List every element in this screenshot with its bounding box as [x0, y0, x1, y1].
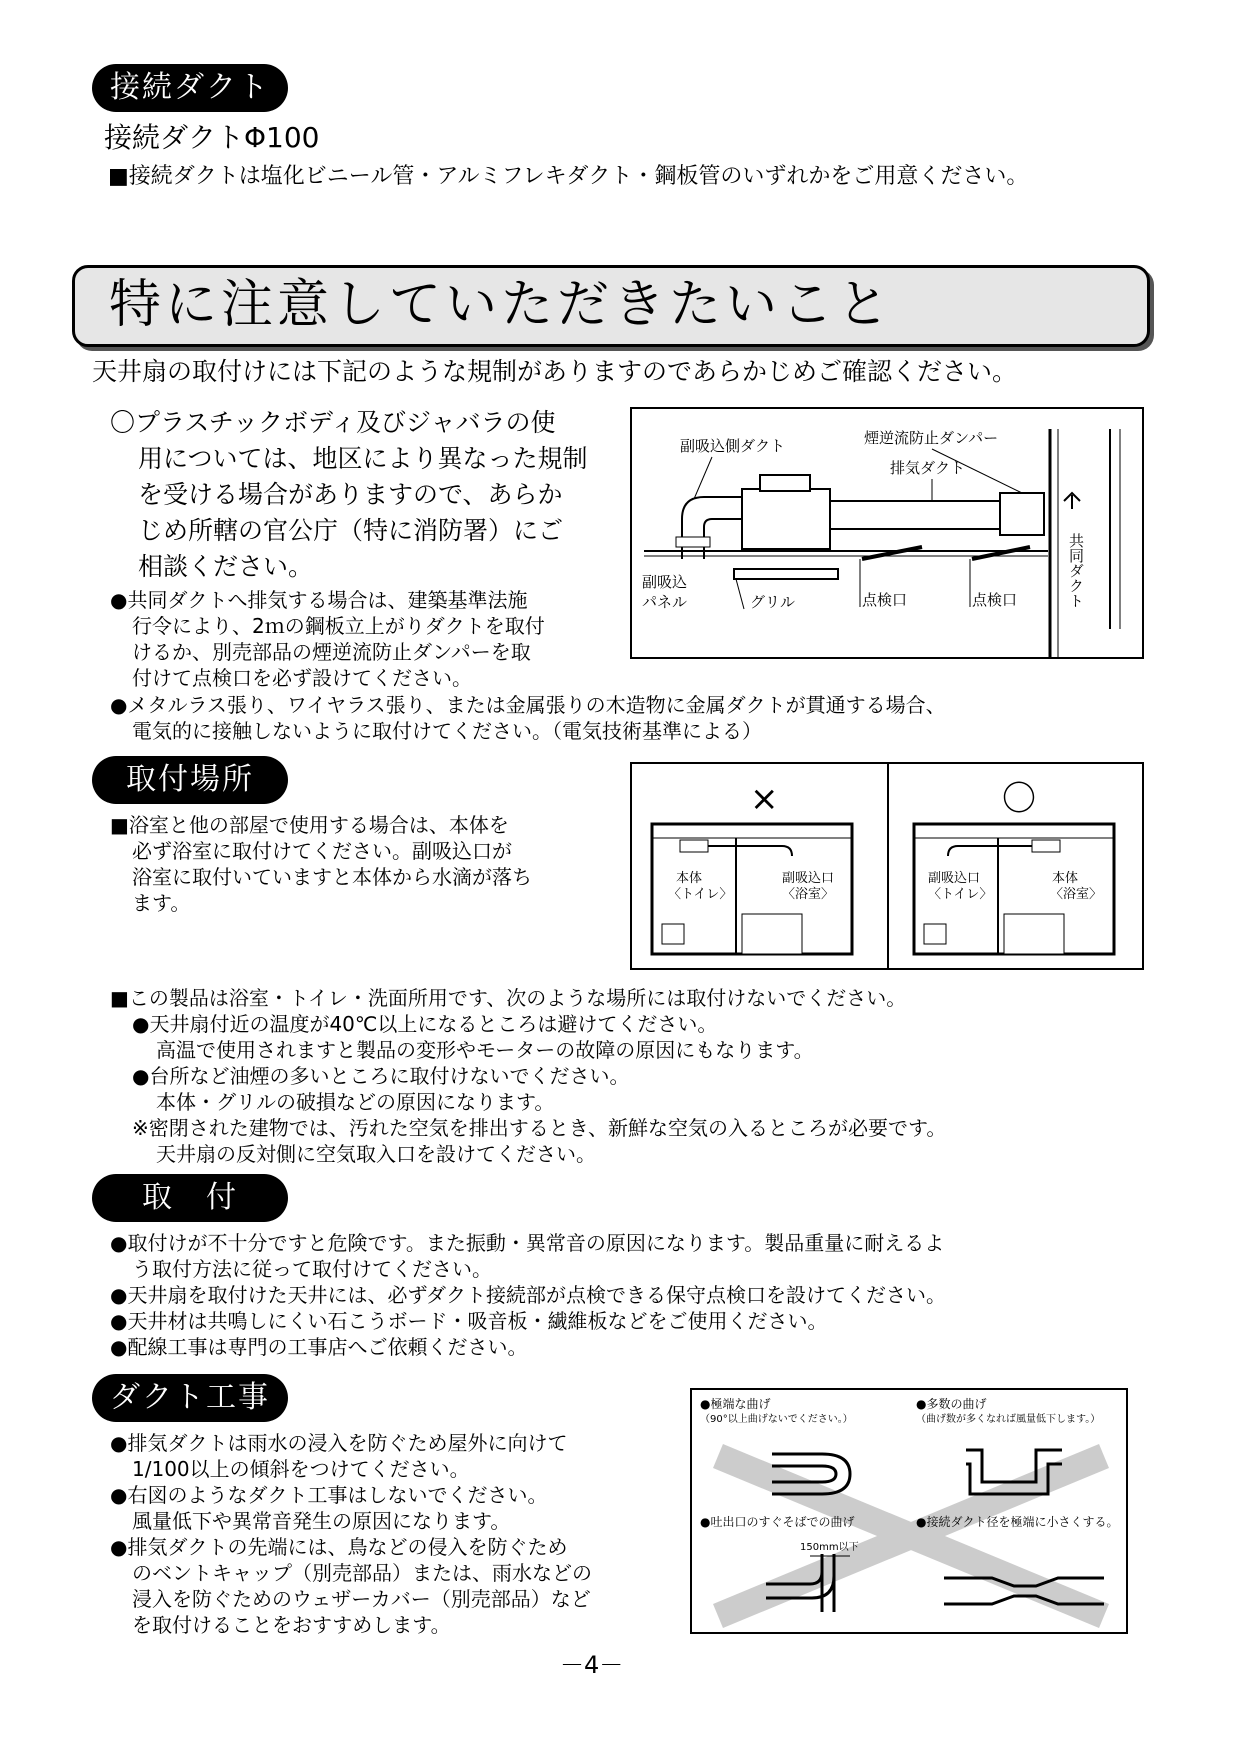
duct-heading: 接続ダクト	[92, 64, 288, 112]
good-sub-1: 副吸込口	[928, 871, 981, 886]
shared-line: 行令により、2ｍの鋼板立上がりダクトを取付	[132, 614, 545, 638]
location-line: 浴室に取付いていますと本体から水滴が落ち	[132, 865, 532, 889]
duct-subtitle: 接続ダクトΦ100	[104, 121, 320, 154]
ductwork-line: を取付けることをおすすめします。	[132, 1613, 451, 1637]
plastic-line: 相談ください。	[138, 552, 314, 581]
page-number: －4－	[560, 1651, 624, 1679]
outlet-bend-label: ●吐出口のすぐそばでの曲げ	[700, 1515, 855, 1529]
duct-diagram	[630, 407, 1144, 659]
bad-mark: ×	[750, 779, 779, 819]
restriction-line: 高温で使用されますと製品の変形やモーターの故障の原因にもなります。	[156, 1038, 814, 1062]
good-body-2: 〈浴室〉	[1050, 887, 1103, 902]
label-inspect-b: 点検口	[972, 591, 1018, 609]
good-body-1: 本体	[1052, 871, 1079, 886]
restriction-line: ●天井扇付近の温度が40℃以上になるところは避けてください。	[132, 1012, 718, 1036]
location-line: ■浴室と他の部屋で使用する場合は、本体を	[110, 813, 509, 837]
caution-title-box	[72, 265, 1150, 347]
placement-diagram-svg	[632, 764, 1142, 968]
metal-line: 電気的に接触しないように取付けてください。（電気技術基準による）	[132, 719, 762, 743]
plastic-line: 用については、地区により異なった規制	[138, 444, 588, 473]
location-line: ます。	[132, 891, 191, 915]
ductwork-line: ●排気ダクトは雨水の浸入を防ぐため屋外に向けて	[110, 1431, 568, 1455]
many-bends-note: （曲げ数が多くなれば風量低下します。）	[916, 1414, 1101, 1425]
restriction-line: ●台所など油煙の多いところに取付けないでください。	[132, 1064, 630, 1088]
outlet-dim-label: 150mm以下	[800, 1542, 859, 1553]
label-sub-duct: 副吸込側ダクト	[680, 437, 786, 455]
ductwork-line: 1/100以上の傾斜をつけてください。	[132, 1457, 470, 1481]
location-line: 必ず浴室に取付けてください。副吸込口が	[132, 839, 512, 863]
bad-body-1: 本体	[676, 871, 703, 886]
bad-sub-2: 〈浴室〉	[782, 887, 835, 902]
install-line: う取付方法に従って取付けてください。	[132, 1257, 492, 1281]
extreme-bend-label: ●極端な曲げ	[700, 1397, 771, 1411]
restriction-line: 本体・グリルの破損などの原因になります。	[156, 1090, 555, 1114]
ductwork-heading: ダクト工事	[92, 1374, 288, 1422]
install-line: ●天井扇を取付けた天井には、必ずダクト接続部が点検できる保守点検口を設けてください。	[110, 1283, 947, 1307]
duct-note: ■接続ダクトは塩化ビニール管・アルミフレキダクト・鋼板管のいずれかをご用意ください。	[108, 164, 1029, 189]
restriction-line: ■この製品は浴室・トイレ・洗面所用です、次のような場所には取付けないでください。	[110, 986, 907, 1010]
install-line: ●配線工事は専門の工事店へご依頼ください。	[110, 1335, 528, 1359]
ductwork-line: ●右図のようなダクト工事はしないでください。	[110, 1483, 548, 1507]
ductwork-line: 風量低下や異常音発生の原因になります。	[132, 1509, 511, 1533]
shared-line: 付けて点検口を必ず設けてください。	[132, 666, 472, 690]
label-shared-duct: 共同ダクト	[1067, 533, 1085, 608]
reduce-label: ●接続ダクト径を極端に小さくする。	[916, 1515, 1119, 1529]
plastic-line: 〇プラスチックボディ及びジャバラの使	[110, 408, 556, 437]
bad-sub-1: 副吸込口	[782, 871, 835, 886]
duct-diagram-svg	[632, 409, 1142, 657]
label-sub-panel-2: パネル	[642, 593, 688, 611]
extreme-bend-note: （90°以上曲げないでください。）	[700, 1414, 853, 1425]
many-bends-label: ●多数の曲げ	[916, 1397, 987, 1411]
bad-body-2: 〈トイレ〉	[668, 887, 733, 902]
install-heading: 取 付	[92, 1174, 288, 1222]
location-heading: 取付場所	[92, 756, 288, 804]
caution-title: 特に注意していただきたいこと	[109, 275, 894, 335]
label-damper: 煙逆流防止ダンパー	[864, 429, 999, 447]
metal-line: ●メタルラス張り、ワイヤラス張り、または金属張りの木造物に金属ダクトが貫通する場合、	[110, 693, 946, 717]
bad-ductwork-svg	[692, 1390, 1126, 1632]
restriction-line: ※密閉された建物では、汚れた空気を排出するとき、新鮮な空気の入るところが必要です。	[132, 1116, 947, 1140]
ductwork-line: のベントキャップ（別売部品）または、雨水などの	[132, 1561, 592, 1585]
bad-ductwork-diagram	[690, 1388, 1128, 1634]
caution-intro: 天井扇の取付けには下記のような規制がありますのであらかじめご確認ください。	[92, 357, 1018, 386]
label-exhaust: 排気ダクト	[890, 459, 966, 477]
label-grill: グリル	[750, 593, 796, 611]
shared-line: ●共同ダクトへ排気する場合は、建築基準法施	[110, 588, 528, 612]
install-line: ●取付けが不十分ですと危険です。また振動・異常音の原因になります。製品重量に耐えるよ	[110, 1231, 945, 1255]
shared-line: けるか、別売部品の煙逆流防止ダンパーを取	[132, 640, 531, 664]
ductwork-line: 浸入を防ぐためのウェザーカバー（別売部品）など	[132, 1587, 591, 1611]
good-sub-2: 〈トイレ〉	[928, 887, 993, 902]
plastic-line: を受ける場合がありますので、あらか	[138, 480, 563, 509]
plastic-line: じめ所轄の官公庁（特に消防署）にご	[138, 516, 564, 545]
restriction-line: 天井扇の反対側に空気取入口を設けてください。	[156, 1142, 596, 1166]
label-sub-panel-1: 副吸込	[642, 573, 688, 591]
ductwork-line: ●排気ダクトの先端には、鳥などの侵入を防ぐため	[110, 1535, 568, 1559]
placement-diagram	[630, 762, 1144, 970]
install-line: ●天井材は共鳴しにくい石こうボード・吸音板・繊維板などをご使用ください。	[110, 1309, 828, 1333]
label-inspect-a: 点検口	[862, 591, 908, 609]
good-mark: 〇	[1002, 779, 1036, 819]
